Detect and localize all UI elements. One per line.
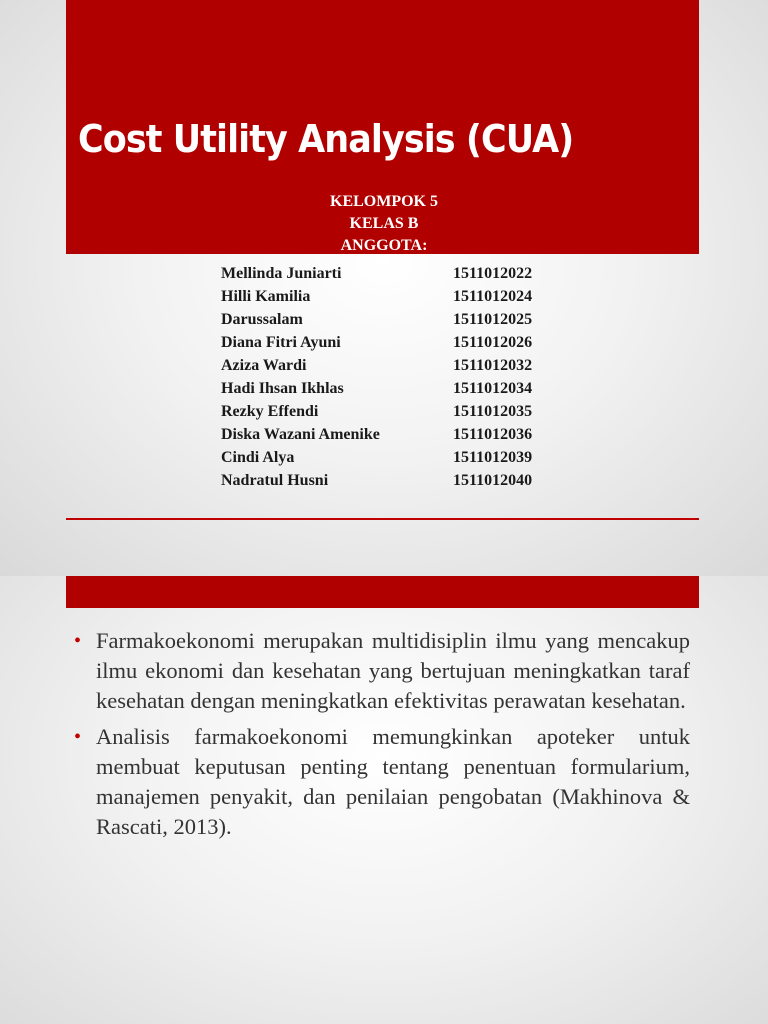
member-row [221, 331, 581, 354]
member-nim: 1511012040 [453, 472, 533, 489]
members-label: ANGGOTA: [340, 237, 428, 254]
member-name: Aziza Wardi [221, 357, 307, 374]
slide-title: Cost Utility Analysis (CUA) [78, 117, 574, 161]
class-label: KELAS B [349, 215, 419, 232]
member-row [221, 423, 581, 446]
content-banner [66, 576, 699, 608]
member-name: Rezky Effendi [221, 403, 319, 420]
member-name: Nadratul Husni [221, 472, 329, 489]
bullet-item [74, 722, 690, 842]
member-row [221, 308, 581, 331]
member-nim: 1511012039 [453, 449, 533, 466]
member-name: Cindi Alya [221, 449, 295, 466]
member-nim: 1511012022 [453, 265, 533, 282]
member-nim: 1511012025 [453, 311, 533, 328]
member-row [221, 262, 581, 285]
bullet-text: Analisis farmakoekonomi memungkinkan apoteker untuk membuat keputusan penting tentang penentuan formularium, manajemen penyakit, dan penilaian pengobatan (Makhinova & Rascati, 2013). [96, 724, 690, 839]
member-name: Hadi Ihsan Ikhlas [221, 380, 344, 397]
member-row [221, 446, 581, 469]
bullet-icon: • [74, 726, 82, 748]
bullet-list [74, 626, 690, 848]
member-name: Mellinda Juniarti [221, 265, 342, 282]
bullet-item [74, 626, 690, 716]
member-nim: 1511012036 [453, 426, 533, 443]
bullet-text: Farmakoekonomi merupakan multidisiplin ilmu yang mencakup ilmu ekonomi dan kesehatan yang bertujuan meningkatkan taraf kesehatan dengan meningkatkan efektivitas perawatan kesehatan. [96, 628, 690, 713]
members-list [221, 262, 581, 492]
member-row [221, 400, 581, 423]
member-row [221, 377, 581, 400]
group-label: KELOMPOK 5 [330, 193, 438, 210]
content-slide [0, 576, 768, 1024]
member-nim: 1511012032 [453, 357, 533, 374]
member-row [221, 285, 581, 308]
title-divider [66, 518, 699, 520]
member-nim: 1511012034 [453, 380, 533, 397]
member-nim: 1511012035 [453, 403, 533, 420]
member-nim: 1511012024 [453, 288, 533, 305]
member-nim: 1511012026 [453, 334, 533, 351]
bullet-icon: • [74, 630, 82, 652]
group-info [0, 192, 768, 258]
member-row [221, 354, 581, 377]
member-name: Diana Fitri Ayuni [221, 334, 341, 351]
member-name: Darussalam [221, 311, 303, 328]
member-name: Hilli Kamilia [221, 288, 311, 305]
member-name: Diska Wazani Amenike [221, 426, 380, 443]
member-row [221, 469, 581, 492]
